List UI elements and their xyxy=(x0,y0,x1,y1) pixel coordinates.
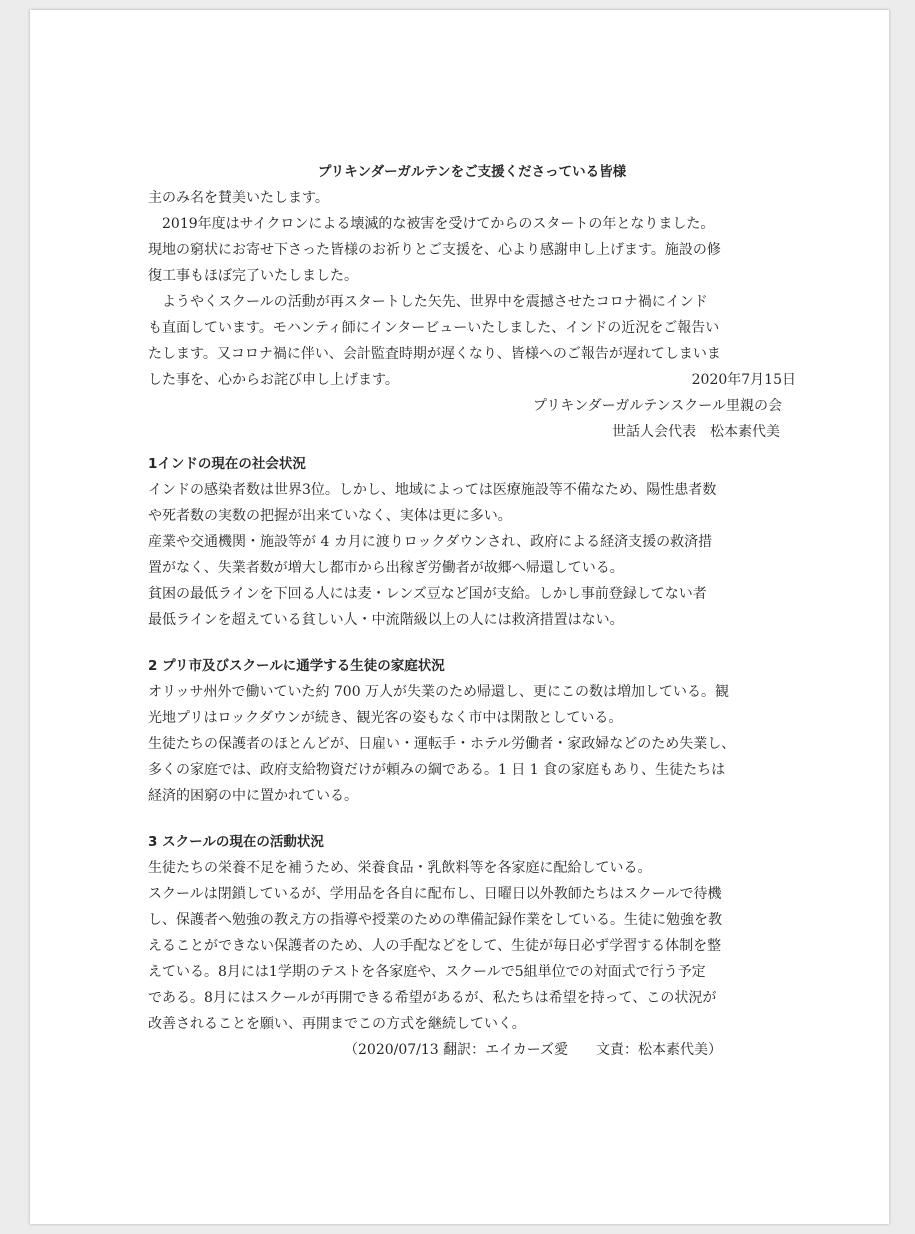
letter-body xyxy=(148,155,796,1063)
section-heading: 3 スクールの現在の活動状況 xyxy=(148,834,324,850)
greeting-line: 主のみ名を賛美いたします。 xyxy=(148,190,329,206)
section-line: 置がなく、失業者数が増大し都市から出稼ぎ労働者が故郷へ帰還している。 xyxy=(148,560,624,576)
section-line: 改善されることを願い、再開までこの方式を継続していく。 xyxy=(148,1016,526,1032)
section-heading: 2 プリ市及びスクールに通学する生徒の家庭状況 xyxy=(148,658,445,674)
section-line: オリッサ州外で働いていた約 700 万人が失業のため帰還し、更にこの数は増加している。観 xyxy=(148,684,730,700)
intro-line: ようやくスクールの活動が再スタートした矢先、世界中を震撼させたコロナ禍にインド xyxy=(162,294,708,310)
section-line: インドの感染者数は世界3位。しかし、地域によっては医療施設等不備なため、陽性患者数 xyxy=(148,482,717,498)
section-line: 貧困の最低ラインを下回る人には麦・レンズ豆など国が支給。しかし事前登録してない者 xyxy=(148,586,707,602)
section-line: 生徒たちの保護者のほとんどが、日雇い・運転手・ホテル労働者・家政婦などのため失業し、 xyxy=(148,736,736,752)
section-line: スクールは閉鎖しているが、学用品を各自に配布し、日曜日以外教師たちはスクールで待機 xyxy=(148,886,722,902)
section-line: えている。8月には1学期のテストを各家庭や、スクールで5組単位での対面式で行う予定 xyxy=(148,964,706,980)
intro-line: 2019年度はサイクロンによる壊滅的な被害を受けてからのスタートの年となりました。 xyxy=(162,216,715,232)
section-line: し、保護者へ勉強の教え方の指導や授業のための準備記録作業をしている。生徒に勉強を教 xyxy=(148,912,722,928)
section-line: 最低ラインを超えている貧しい人・中流階級以上の人には救済措置はない。 xyxy=(148,612,624,628)
intro-line: した事を、心からお詫び申し上げます。 xyxy=(148,372,399,388)
document-page xyxy=(30,10,889,1224)
letter-date: 2020年7月15日 xyxy=(691,372,796,388)
section-line: 生徒たちの栄養不足を補うため、栄養食品・乳飲料等を各家庭に配給している。 xyxy=(148,860,652,876)
intro-last-line xyxy=(148,367,796,393)
signature-org: プリキンダーガルテンスクール里親の会 xyxy=(532,398,782,414)
intro-line: たします。又コロナ禍に伴い、会計監査時期が遅くなり、皆様へのご報告が遅れてしまいま xyxy=(148,346,721,362)
intro-line: 現地の窮状にお寄せ下さった皆様のお祈りとご支援を、心より感謝申し上げます。施設の修 xyxy=(148,242,721,258)
section-line: 光地プリはロックダウンが続き、観光客の姿もなく市中は閑散としている。 xyxy=(148,710,623,726)
section-line: 産業や交通機関・施設等が 4 カ月に渡りロックダウンされ、政府による経済支援の救済措 xyxy=(148,534,713,550)
signature-rep: 世話人会代表 松本素代美 xyxy=(612,424,780,440)
section-line: 経済的困窮の中に置かれている。 xyxy=(148,788,358,804)
intro-line: 復工事もほぼ完了いたしました。 xyxy=(148,268,358,284)
translation-credit: （2020/07/13 翻訳：エイカーズ愛 文責：松本素代美） xyxy=(344,1042,723,1058)
intro-line: も直面しています。モハンティ師にインタービューいたしました、インドの近況をご報告い xyxy=(148,320,720,336)
section-heading: 1インドの現在の社会状況 xyxy=(148,456,306,472)
section-line: や死者数の実数の把握が出来ていなく、実体は更に多い。 xyxy=(148,508,512,524)
section-line: えることができない保護者のため、人の手配などをして、生徒が毎日必ず学習する体制を整 xyxy=(148,938,722,954)
section-line: 多くの家庭では、政府支給物資だけが頼みの綱である。1 日 1 食の家庭もあり、生徒たちは xyxy=(148,762,726,778)
section-line: である。8月にはスクールが再開できる希望があるが、私たちは希望を持って、この状況が xyxy=(148,990,717,1006)
letter-title: プリキンダーガルテンをご支援くださっている皆様 xyxy=(317,164,627,180)
